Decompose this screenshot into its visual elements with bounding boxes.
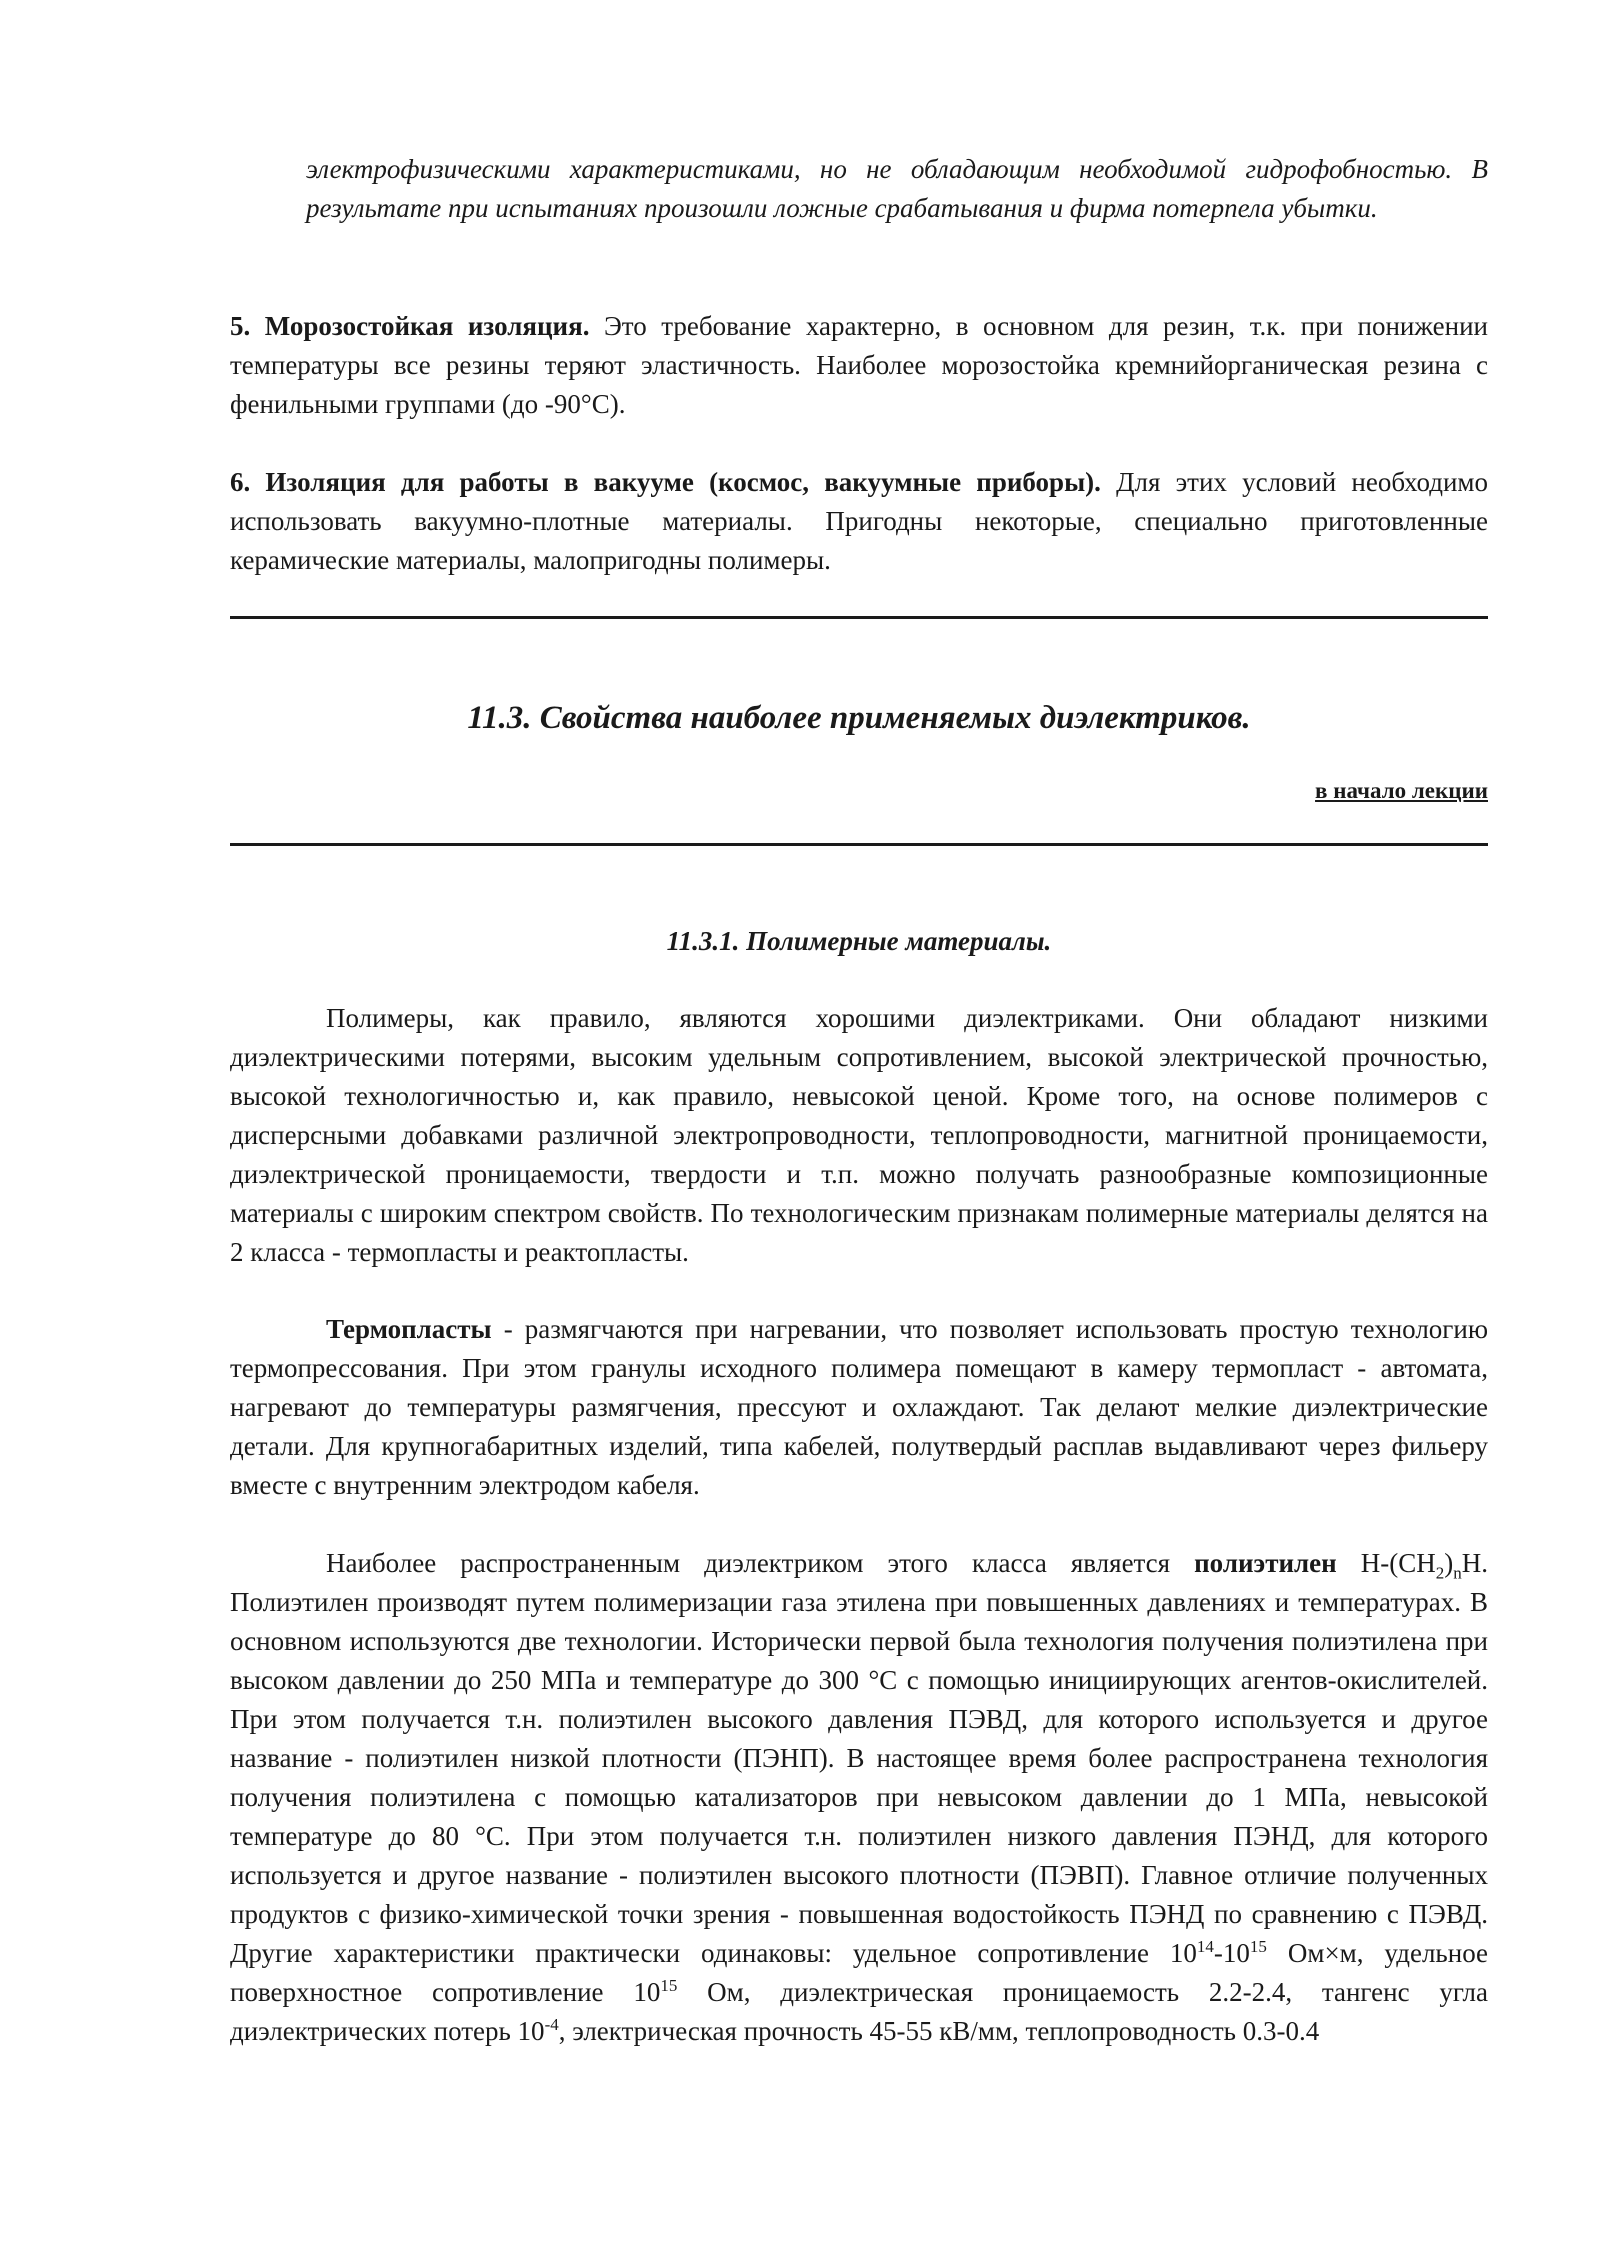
intro-paragraph: электрофизическими характеристиками, но не обладающим необходимой гидрофобностью. В результате при испытаниях произошли ложные срабатывания и фирма потерпела убытки. — [306, 154, 1488, 223]
polyethylene-paragraph — [230, 1544, 1488, 2051]
polyethylene-text-3: ) — [1444, 1548, 1454, 1578]
item-6-paragraph — [230, 463, 1488, 580]
polyethylene-text-8: , электрическая прочность 45-55 кВ/мм, теплопроводность 0.3-0.4 — [558, 2016, 1320, 2046]
polyethylene-text-6: Ом×м, удельное поверхностное сопротивление 10 — [230, 1938, 1489, 2007]
superscript-14: 14 — [1196, 1937, 1214, 1956]
superscript-minus-4: -4 — [544, 2015, 559, 2034]
subscript-n: n — [1453, 1563, 1462, 1583]
subsection-title: 11.3.1. Полимерные материалы. — [666, 926, 1052, 956]
bottom-divider — [230, 843, 1488, 846]
item-5-heading: 5. Морозостойкая изоляция. — [230, 311, 590, 341]
item-6-text: Для этих условий необходимо использовать вакуумно-плотные материалы. Пригодны некоторые, специально приготовленные керамические материалы, малопригодны полимеры. — [230, 467, 1488, 575]
thermoplastics-term: Термопласты — [326, 1314, 492, 1344]
superscript-15b: 15 — [660, 1976, 678, 1995]
polyethylene-text-5: -10 — [1213, 1938, 1250, 1968]
polyethylene-text-7: Ом, диэлектрическая проницаемость 2.2-2.4, тангенс угла диэлектрических потерь 10 — [230, 1977, 1489, 2046]
section-title: 11.3. Свойства наиболее применяемых диэлектриков. — [467, 700, 1251, 736]
polyethylene-text-1: Наиболее распространенным диэлектриком этого класса является — [326, 1548, 1195, 1578]
thermoplastics-text: - размягчаются при нагревании, что позволяет использовать простую технологию термопрессования. При этом гранулы исходного полимера помещают в камеру термопласт - автомата, нагревают до температуры размягчения, прессуют и охлаждают. Так делают мелкие диэлектрические детали. Для крупногабаритных изделий, типа кабелей, полутвердый расплав выдавливают через фильеру вместе с внутренним электродом кабеля. — [230, 1314, 1488, 1500]
polymers-paragraph: Полимеры, как правило, являются хорошими диэлектриками. Они обладают низкими диэлектрическими потерями, высоким удельным сопротивлением, высокой электрической прочностью, высокой технологичностью и, как правило, невысокой ценой. Кроме того, на основе полимеров с дисперсными добавками различной электропроводности, теплопроводности, магнитной проницаемости, диэлектрической проницаемости, твердости и т.п. можно получать разнообразные композиционные материалы с широким спектром свойств. По технологическим признакам полимерные материалы делятся на 2 класса - термопласты и реактопласты. — [230, 1003, 1488, 1267]
polyethylene-text-2: H-(CH — [1336, 1548, 1436, 1578]
top-divider — [230, 616, 1488, 619]
superscript-15: 15 — [1249, 1937, 1267, 1956]
thermoplastics-paragraph — [230, 1310, 1488, 1505]
polyethylene-term: полиэтилен — [1194, 1548, 1337, 1578]
back-to-lecture-start-link[interactable]: в начало лекции — [1315, 778, 1488, 803]
item-5-text: Это требование характерно, в основном для резин, т.к. при понижении температуры все резины теряют эластичность. Наиболее морозостойка кремнийорганическая резина с фенильными группами (до -90°С). — [230, 311, 1488, 419]
polyethylene-text-4: H. Полиэтилен производят путем полимеризации газа этилена при повышенных давлениях и температурах. В основном используются две технологии. Исторически первой была технология получения полиэтилена при высоком давлении до 250 МПа и температуре до 300 °С с помощью инициирующих агентов-окислителей. При этом получается т.н. полиэтилен высокого давления ПЭВД, для которого используется и другое название - полиэтилен низкой плотности (ПЭНП). В настоящее время более распространена технология получения полиэтилена с помощью катализаторов при невысоком давлении до 1 МПа, невысокой температуре до 80 °С. При этом получается т.н. полиэтилен низкого давления ПЭНД, для которого используется и другое название - полиэтилен высокого плотности (ПЭВП). Главное отличие полученных продуктов с физико-химической точки зрения - повышенная водостойкость ПЭНД по сравнению с ПЭВД. Другие характеристики практически одинаковы: удельное сопротивление 10 — [230, 1548, 1488, 1968]
subscript-2: 2 — [1435, 1563, 1445, 1583]
item-5-paragraph — [230, 307, 1488, 424]
item-6-heading: 6. Изоляция для работы в вакууме (космос, вакуумные приборы). — [230, 467, 1101, 497]
